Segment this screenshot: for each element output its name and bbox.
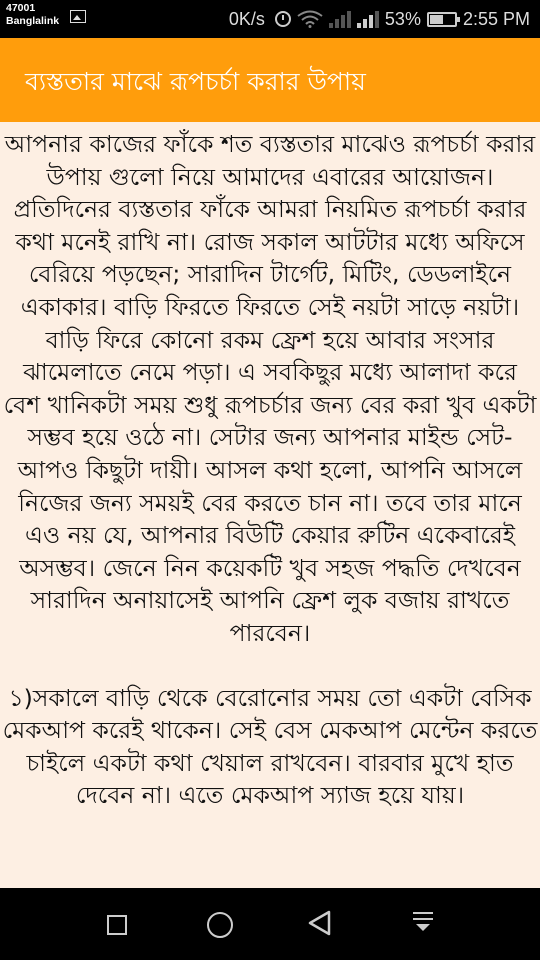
circle-icon[interactable] [205,910,235,940]
alarm-icon [275,11,291,27]
signal-icon [329,10,351,28]
carrier-name: Banglalink [6,15,60,27]
carrier-info [6,2,59,28]
app-bar [0,38,540,122]
status-bar [0,0,540,38]
status-icons [229,6,530,32]
page-title: ব্যস্ততার মাঝে রূপচর্চা করার উপায় [25,67,366,96]
clock: 2:55 PM [462,8,530,29]
battery-icon [427,12,457,27]
article-paragraph: ১)সকালে বাড়ি থেকে বেরোনোর সময় তো একটা বেসিক মেকআপ করেই থাকেন। সেই বেস মেকআপ মেন্টেন করতে চাইলে একটা কথা খেয়াল রাখবেন। বারবার মুখে হাত দেবেন না। এতে মেকআপ স্যাজ হয়ে যায়। [2,683,538,810]
signal-icon [357,10,379,28]
network-code: 47001 [6,2,36,14]
article-scroll-area[interactable] [0,122,540,888]
gallery-icon [70,10,86,23]
triangle-back-icon[interactable] [307,910,337,940]
article-body [0,122,540,812]
square-icon[interactable] [102,910,132,940]
pulldown-icon[interactable] [408,910,438,940]
battery-percent: 53% [384,8,421,29]
article-paragraph: আপনার কাজের ফাঁকে শত ব্যস্ততার মাঝেও রূপচর্চা করার উপায় গুলো নিয়ে আমাদের এবারের আয়োজন। প্রতিদিনের ব্যস্ততার ফাঁকে আমরা নিয়মিত রূপচর্চা করার কথা মনেই রাখি না। রোজ সকাল আটটার মধ্যে অফিসে বেরিয়ে পড়ছেন; সারাদিন টার্গেট, মিটিং, ডেডলাইনে একাকার। বাড়ি ফিরতে ফিরতে সেই নয়টা সাড়ে নয়টা। বাড়ি ফিরে কোনো রকম ফ্রেশ হয়ে আবার সংসার ঝামেলাতে নেমে পড়া। এ সবকিছুর মধ্যে আলাদা করে বেশ খানিকটা সময় শুধু রূপচর্চার জন্য বের করা খুব একটা সম্ভব হয়ে ওঠে না। সেটার জন্য আপনার মাইন্ড সেট-আপও কিছুটা দায়ী। আসল কথা হলো, আপনি আসলে নিজের জন্য সময়ই বের করতে চান না। তবে তার মানে এও নয় যে, আপনার বিউটি কেয়ার রুটিন একেবারেই অসম্ভব। জেনে নিন কয়েকটি খুব সহজ পদ্ধতি দেখবেন সারাদিন অনায়াসেই আপনি ফ্রেশ লুক বজায় রাখতে পারবেন। [3,130,537,647]
network-speed: 0K/s [228,8,265,29]
wifi-icon [297,10,323,28]
navigation-bar [0,888,540,960]
